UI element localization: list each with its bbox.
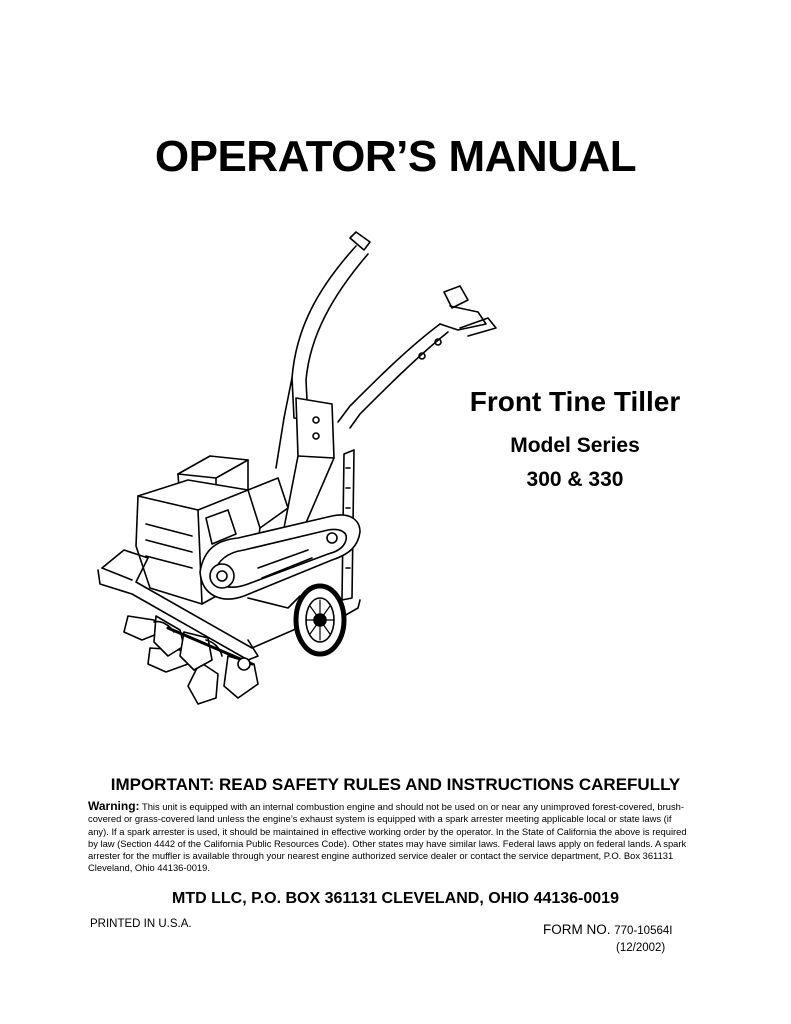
warning-paragraph [88,800,688,875]
product-name: Front Tine Tiller [469,386,681,417]
company-address: MTD LLC, P.O. BOX 361131 CLEVELAND, OHIO 44136-0019 [172,890,619,907]
model-numbers: 300 & 330 [526,468,624,491]
warning-label: Warning: [88,799,140,813]
manual-title: OPERATOR’S MANUAL [154,132,637,181]
form-date: (12/2002) [616,942,666,954]
form-number-label: FORM NO. [543,922,611,937]
warning-text: This unit is equipped with an internal combustion engine and should not be used on or near any unimproved forest-covered, brush-covered or grass-covered land unless the engine’s exhaust system is equipped with a spark arrester meeting applicable local or state laws (if any). If a spark arrester is used, it should be maintained in effective working order by the operator. In the State of California the above is required by law (Section 4442 of the California Public Resources Code). Other states may have similar laws. Federal laws apply on federal lands. A spark arrester for the muffler is available through your nearest engine authorized service dealer or contact the service department, P.O. Box 361131 Cleveland, Ohio 44136-0019. [88,801,687,874]
safety-heading: IMPORTANT: READ SAFETY RULES AND INSTRUCTIONS CAREFULLY [110,775,681,794]
printed-in: PRINTED IN U.S.A. [90,918,192,930]
form-number [543,922,672,937]
form-number-value: 770-10564I [614,925,673,937]
model-series-label: Model Series [510,434,640,457]
